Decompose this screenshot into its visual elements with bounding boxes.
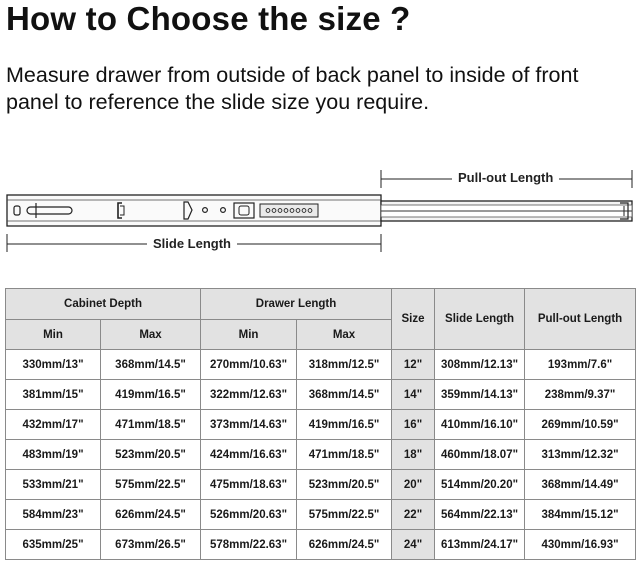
slide-length-header: Slide Length	[435, 289, 525, 350]
cabinet-max-header: Max	[101, 320, 201, 350]
cabinet-depth-header: Cabinet Depth	[6, 289, 201, 320]
cabinet-min-cell: 635mm/25"	[6, 530, 101, 560]
cabinet-min-cell: 533mm/21"	[6, 470, 101, 500]
drawer-min-cell: 424mm/16.63"	[201, 440, 297, 470]
page-title: How to Choose the size ?	[6, 0, 411, 37]
drawer-max-cell: 318mm/12.5"	[297, 350, 392, 380]
table-row	[6, 530, 636, 560]
pull-out-length-cell: 269mm/10.59"	[525, 410, 636, 440]
size-cell: 22"	[392, 500, 435, 530]
cabinet-max-cell: 673mm/26.5"	[101, 530, 201, 560]
size-cell: 24"	[392, 530, 435, 560]
slide-length-cell: 410mm/16.10"	[435, 410, 525, 440]
drawer-max-cell: 523mm/20.5"	[297, 470, 392, 500]
slide-length-cell: 564mm/22.13"	[435, 500, 525, 530]
cabinet-min-header: Min	[6, 320, 101, 350]
size-cell: 18"	[392, 440, 435, 470]
pull-out-length-cell: 384mm/15.12"	[525, 500, 636, 530]
slide-length-cell: 460mm/18.07"	[435, 440, 525, 470]
drawer-min-header: Min	[201, 320, 297, 350]
cabinet-max-cell: 523mm/20.5"	[101, 440, 201, 470]
table-row	[6, 410, 636, 440]
size-table	[5, 288, 636, 560]
cabinet-max-cell: 575mm/22.5"	[101, 470, 201, 500]
drawer-max-cell: 575mm/22.5"	[297, 500, 392, 530]
size-header: Size	[392, 289, 435, 350]
pull-out-length-label: Pull-out Length	[452, 170, 559, 185]
instructions-text: Measure drawer from outside of back panel to inside of front panel to reference the slide size you require.	[6, 63, 579, 114]
drawer-max-cell: 368mm/14.5"	[297, 380, 392, 410]
drawer-max-cell: 471mm/18.5"	[297, 440, 392, 470]
slide-length-cell: 308mm/12.13"	[435, 350, 525, 380]
cabinet-max-cell: 368mm/14.5"	[101, 350, 201, 380]
drawer-max-cell: 419mm/16.5"	[297, 410, 392, 440]
cabinet-min-cell: 330mm/13"	[6, 350, 101, 380]
size-cell: 20"	[392, 470, 435, 500]
cabinet-max-cell: 471mm/18.5"	[101, 410, 201, 440]
pull-out-length-cell: 368mm/14.49"	[525, 470, 636, 500]
slide-length-cell: 613mm/24.17"	[435, 530, 525, 560]
slide-length-cell: 514mm/20.20"	[435, 470, 525, 500]
cabinet-min-cell: 432mm/17"	[6, 410, 101, 440]
cabinet-max-cell: 626mm/24.5"	[101, 500, 201, 530]
outer-rail	[7, 195, 381, 226]
pull-out-length-header: Pull-out Length	[525, 289, 636, 350]
table-row	[6, 440, 636, 470]
cabinet-min-cell: 483mm/19"	[6, 440, 101, 470]
drawer-min-cell: 270mm/10.63"	[201, 350, 297, 380]
cabinet-max-cell: 419mm/16.5"	[101, 380, 201, 410]
slide-length-cell: 359mm/14.13"	[435, 380, 525, 410]
drawer-min-cell: 526mm/20.63"	[201, 500, 297, 530]
drawer-min-cell: 578mm/22.63"	[201, 530, 297, 560]
size-cell: 16"	[392, 410, 435, 440]
table-row	[6, 470, 636, 500]
pull-out-length-cell: 313mm/12.32"	[525, 440, 636, 470]
size-cell: 12"	[392, 350, 435, 380]
drawer-min-cell: 322mm/12.63"	[201, 380, 297, 410]
drawer-min-cell: 475mm/18.63"	[201, 470, 297, 500]
drawer-length-header: Drawer Length	[201, 289, 392, 320]
slide-length-label: Slide Length	[147, 236, 237, 251]
table-row	[6, 350, 636, 380]
inner-rail	[381, 201, 632, 221]
slide-diagram	[0, 160, 640, 260]
table-row	[6, 500, 636, 530]
cabinet-min-cell: 584mm/23"	[6, 500, 101, 530]
drawer-max-header: Max	[297, 320, 392, 350]
drawer-min-cell: 373mm/14.63"	[201, 410, 297, 440]
drawer-max-cell: 626mm/24.5"	[297, 530, 392, 560]
pull-out-length-cell: 193mm/7.6"	[525, 350, 636, 380]
pull-out-length-cell: 238mm/9.37"	[525, 380, 636, 410]
table-row	[6, 380, 636, 410]
pull-out-length-cell: 430mm/16.93"	[525, 530, 636, 560]
cabinet-min-cell: 381mm/15"	[6, 380, 101, 410]
size-cell: 14"	[392, 380, 435, 410]
